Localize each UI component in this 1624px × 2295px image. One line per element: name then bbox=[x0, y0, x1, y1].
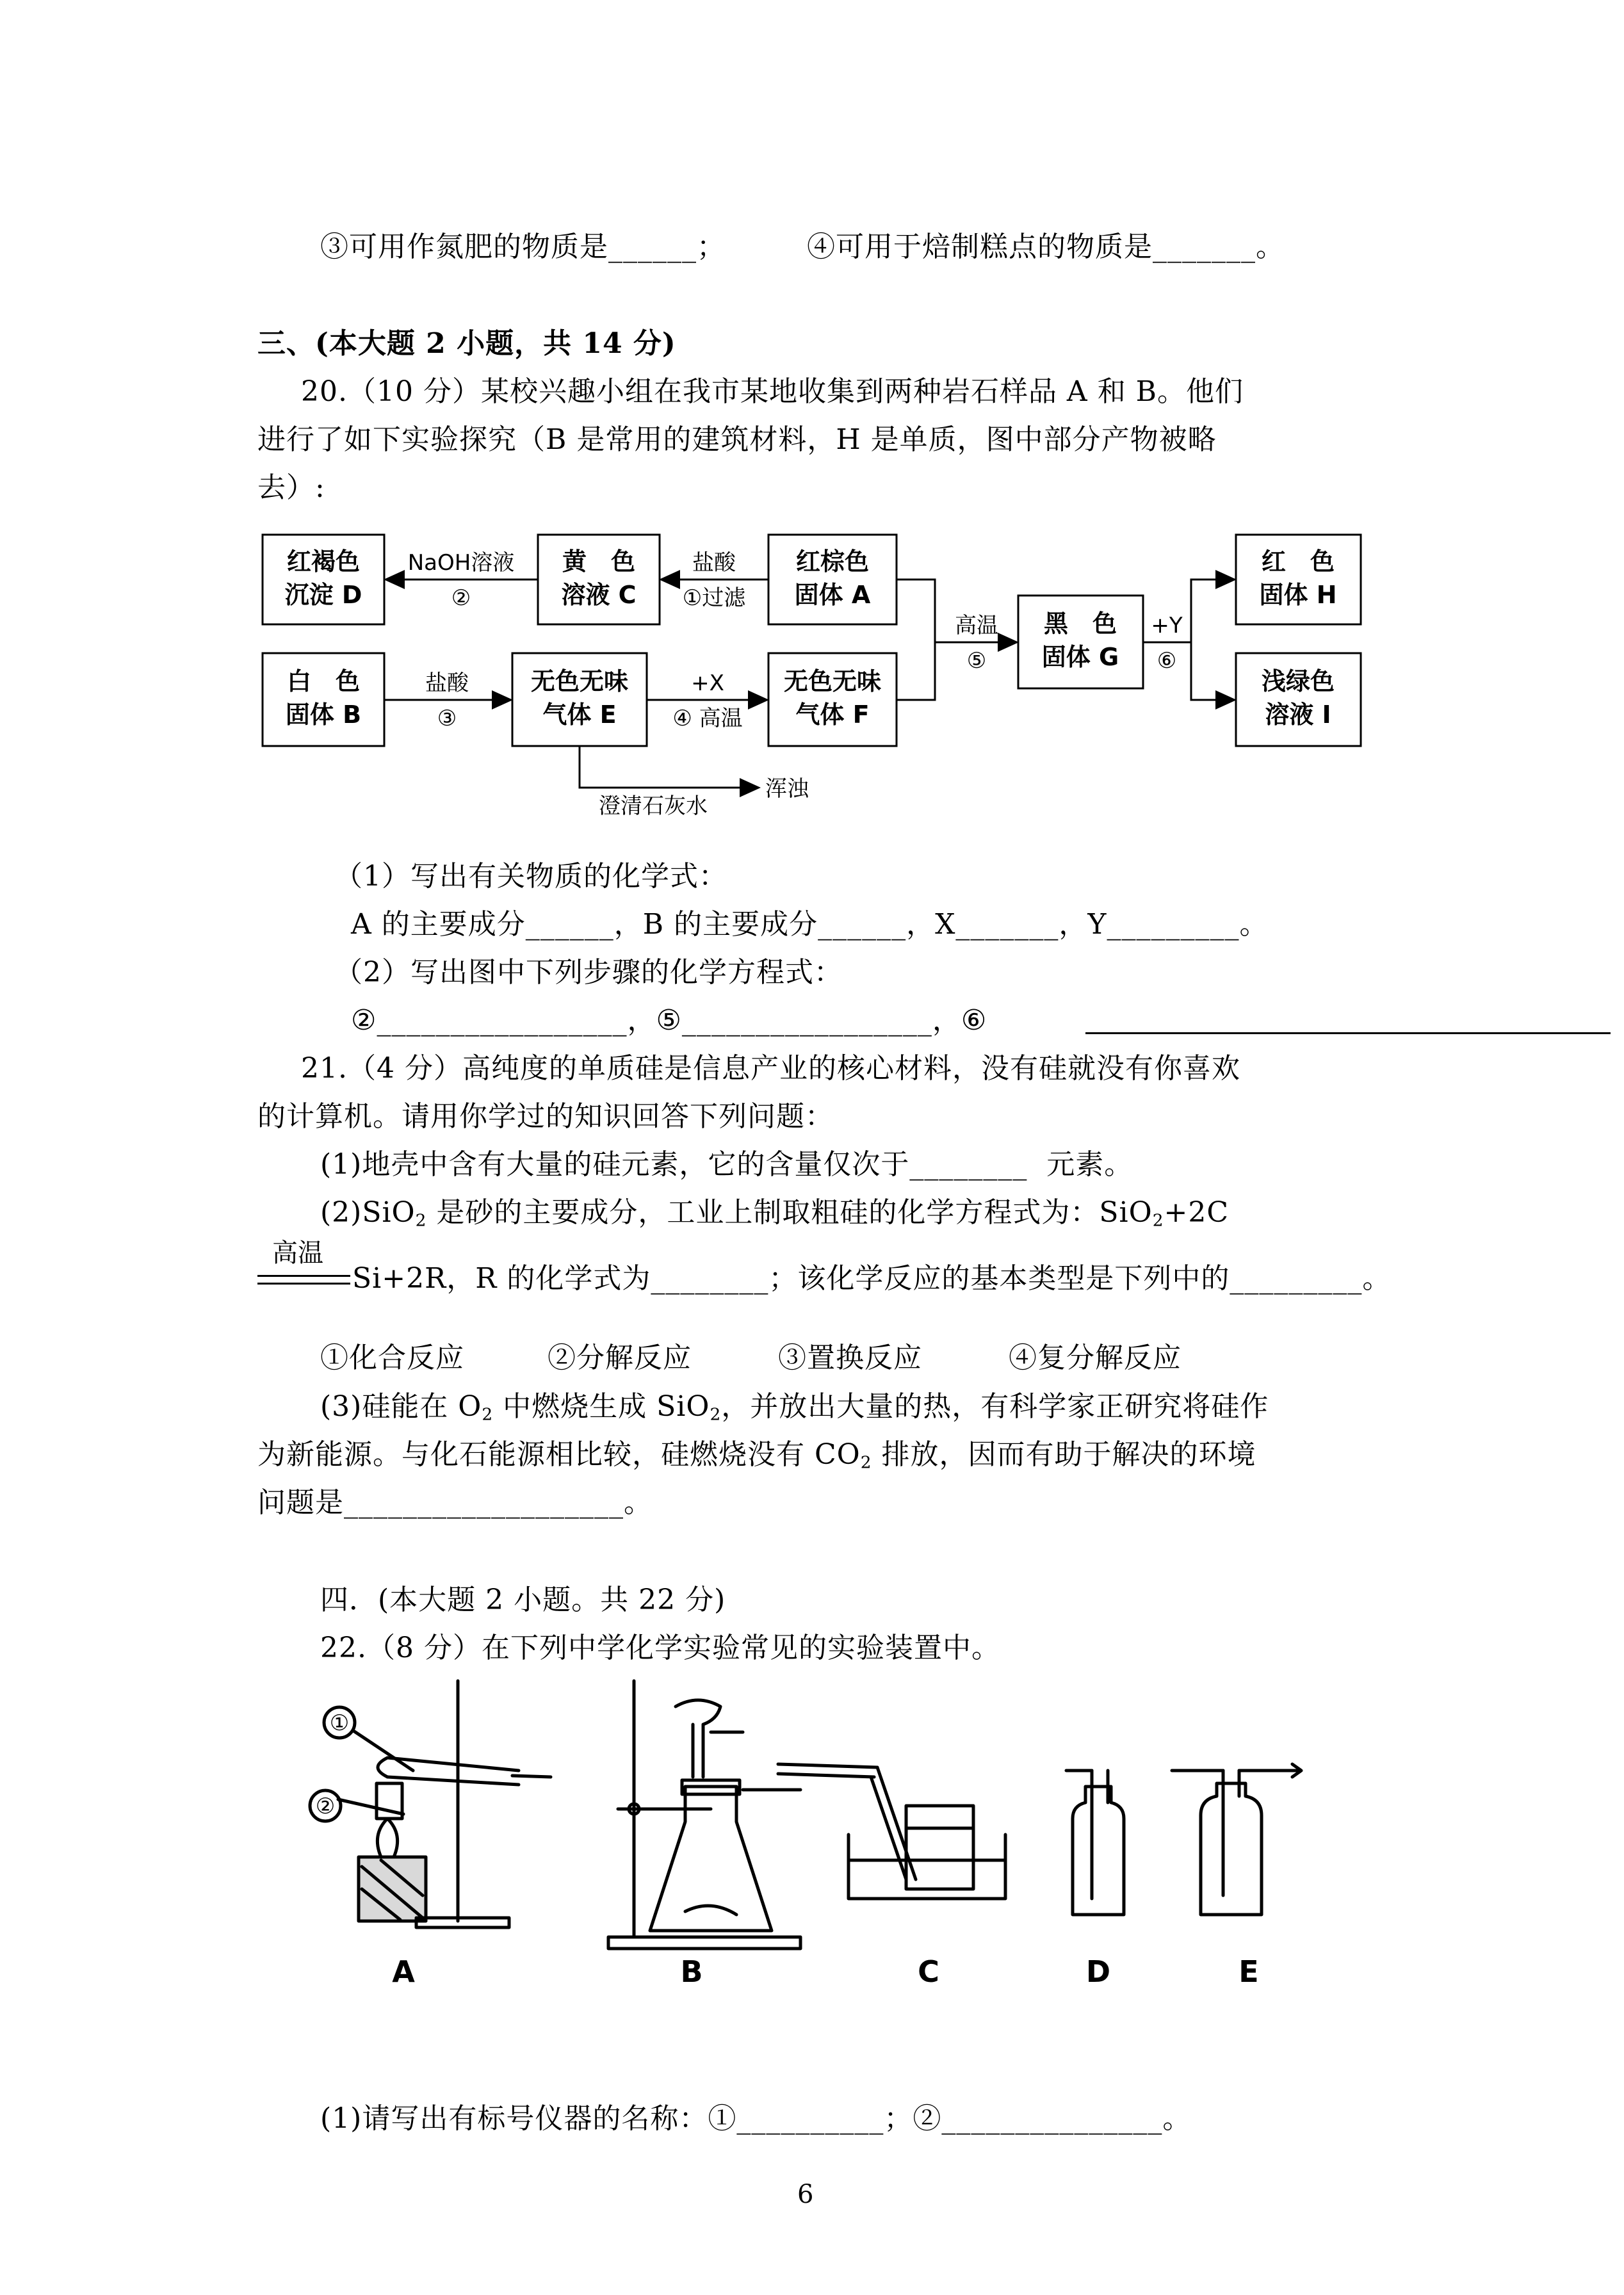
label-step5: ⑤ bbox=[966, 648, 987, 674]
q21-part3-line3: 问题是___________________。 bbox=[257, 1486, 653, 1519]
q21-part2: (2)SiO$_2$ 是砂的主要成分，工业上制取粗硅的化学方程式为：SiO$_2$+2C bbox=[320, 1196, 1230, 1231]
box-e-line1: 无色无味 bbox=[530, 667, 629, 695]
box-b-line1: 白 色 bbox=[286, 667, 361, 695]
q20-sub1: （1）写出有关物质的化学式： bbox=[334, 860, 727, 893]
q20-stem-line2: 进行了如下实验探究（B 是常用的建筑材料，H 是单质，图中部分产物被略 bbox=[257, 423, 1217, 456]
label-hcl2: 盐酸 bbox=[425, 670, 469, 696]
arrow-e-limewater bbox=[580, 746, 759, 788]
label-naoh: NaOH溶液 bbox=[407, 550, 515, 576]
box-c-line2: 溶液 C bbox=[561, 581, 637, 609]
lab-apparatus-figure bbox=[301, 1668, 1326, 2001]
label-plus-y: +Y bbox=[1151, 613, 1183, 638]
q21-part1: (1)地壳中含有大量的硅元素，它的含量仅次于________ 元素。 bbox=[320, 1148, 1133, 1181]
marker-2: ② bbox=[315, 1794, 336, 1819]
label-plus-x: +X bbox=[691, 670, 724, 696]
box-g-line1: 黑 色 bbox=[1043, 610, 1117, 638]
q21-option-4: ④复分解反应 bbox=[1009, 1342, 1181, 1374]
q21-option-1: ①化合反应 bbox=[320, 1342, 464, 1374]
bracket-a-f bbox=[897, 580, 935, 700]
box-f-line2: 气体 F bbox=[795, 701, 870, 729]
page-number: 6 bbox=[797, 2180, 815, 2209]
box-e-line2: 气体 E bbox=[542, 701, 617, 729]
box-b-line2: 固体 B bbox=[285, 701, 362, 729]
box-h-line2: 固体 H bbox=[1259, 581, 1337, 609]
q20-answer-blank-6 bbox=[1085, 1032, 1611, 1034]
section4-heading: 四．(本大题 2 小题。共 22 分) bbox=[320, 1584, 726, 1616]
q21-stem-line2: 的计算机。请用你学过的知识回答下列问题： bbox=[257, 1100, 834, 1133]
box-c-line1: 黄 色 bbox=[562, 547, 636, 576]
q21-stem-line1: 21.（4 分）高纯度的单质硅是信息产业的核心材料，没有硅就没有你喜欢 bbox=[301, 1052, 1240, 1085]
q21-equation-line: Si+2R，R 的化学式为________；该化学反应的基本类型是下列中的_________。 bbox=[352, 1262, 1392, 1295]
reaction-flow-diagram bbox=[243, 522, 1370, 823]
q22-sub1: (1)请写出有标号仪器的名称：①__________；②_______________。 bbox=[320, 2102, 1192, 2135]
apparatus-label-b: B bbox=[680, 1954, 703, 1989]
q20-stem-line3: 去）: bbox=[257, 471, 325, 504]
q20-sub2: （2）写出图中下列步骤的化学方程式： bbox=[334, 956, 843, 989]
box-g-line2: 固体 G bbox=[1041, 643, 1119, 671]
apparatus-label-e: E bbox=[1238, 1954, 1259, 1989]
box-d-line1: 红褐色 bbox=[286, 547, 361, 576]
label-gaowen: 高温 bbox=[955, 613, 998, 638]
q21-part3-line1: (3)硅能在 $O_2$ 中燃烧生成 SiO$_2$，并放出大量的热，有科学家正研究将硅作 bbox=[320, 1390, 1269, 1425]
q20-sub1-line: A 的主要成分______，B 的主要成分______，X_______，Y_________。 bbox=[351, 908, 1269, 941]
equals-line-top bbox=[257, 1275, 350, 1277]
q19-item4: ④可用于焙制糕点的物质是_______。 bbox=[807, 231, 1285, 263]
label-step6: ⑥ bbox=[1157, 648, 1177, 674]
arrow-g-to-h bbox=[1191, 580, 1235, 642]
q19-item3: ③可用作氮肥的物质是______； bbox=[320, 231, 726, 263]
label-step1: ①过滤 bbox=[682, 585, 746, 611]
box-a-line2: 固体 A bbox=[794, 581, 871, 609]
label-limewater: 澄清石灰水 bbox=[599, 793, 708, 819]
apparatus-label-c: C bbox=[918, 1954, 939, 1989]
box-i-line1: 浅绿色 bbox=[1261, 667, 1335, 695]
box-d-line2: 沉淀 D bbox=[284, 581, 362, 609]
box-f-line1: 无色无味 bbox=[783, 667, 882, 695]
equals-line-bottom bbox=[257, 1283, 350, 1285]
apparatus-e bbox=[1172, 1764, 1301, 1915]
label-hcl1: 盐酸 bbox=[692, 550, 736, 576]
apparatus-d bbox=[1066, 1771, 1124, 1915]
label-step3: ③ bbox=[437, 706, 457, 731]
apparatus-b bbox=[608, 1681, 800, 1949]
marker-1: ① bbox=[329, 1710, 350, 1736]
q22-stem: 22.（8 分）在下列中学化学实验常见的实验装置中。 bbox=[320, 1632, 1000, 1664]
apparatus-label-d: D bbox=[1085, 1954, 1111, 1989]
apparatus-label-a: A bbox=[392, 1954, 415, 1989]
box-h-line1: 红 色 bbox=[1261, 547, 1335, 576]
q20-stem-line1: 20.（10 分）某校兴趣小组在我市某地收集到两种岩石样品 A 和 B。他们 bbox=[301, 375, 1244, 408]
label-step4: ④ 高温 bbox=[672, 706, 743, 731]
box-a-line1: 红棕色 bbox=[795, 547, 870, 576]
apparatus-c bbox=[778, 1764, 1005, 1899]
label-turbid: 浑浊 bbox=[765, 776, 809, 802]
q20-sub2-line: ②_________________，⑤_________________，⑥ bbox=[351, 1004, 987, 1037]
label-gaowen-condition: 高温 bbox=[272, 1238, 323, 1268]
label-step2: ② bbox=[451, 585, 471, 611]
q21-option-3: ③置换反应 bbox=[778, 1342, 922, 1374]
q21-part3-line2: 为新能源。与化石能源相比较，硅燃烧没有 $CO_2$ 排放，因而有助于解决的环境 bbox=[257, 1438, 1256, 1473]
box-i-line2: 溶液 I bbox=[1265, 701, 1331, 729]
section3-heading: 三、(本大题 2 小题，共 14 分) bbox=[257, 327, 676, 360]
q21-option-2: ②分解反应 bbox=[548, 1342, 692, 1374]
arrow-g-to-i bbox=[1191, 642, 1235, 700]
